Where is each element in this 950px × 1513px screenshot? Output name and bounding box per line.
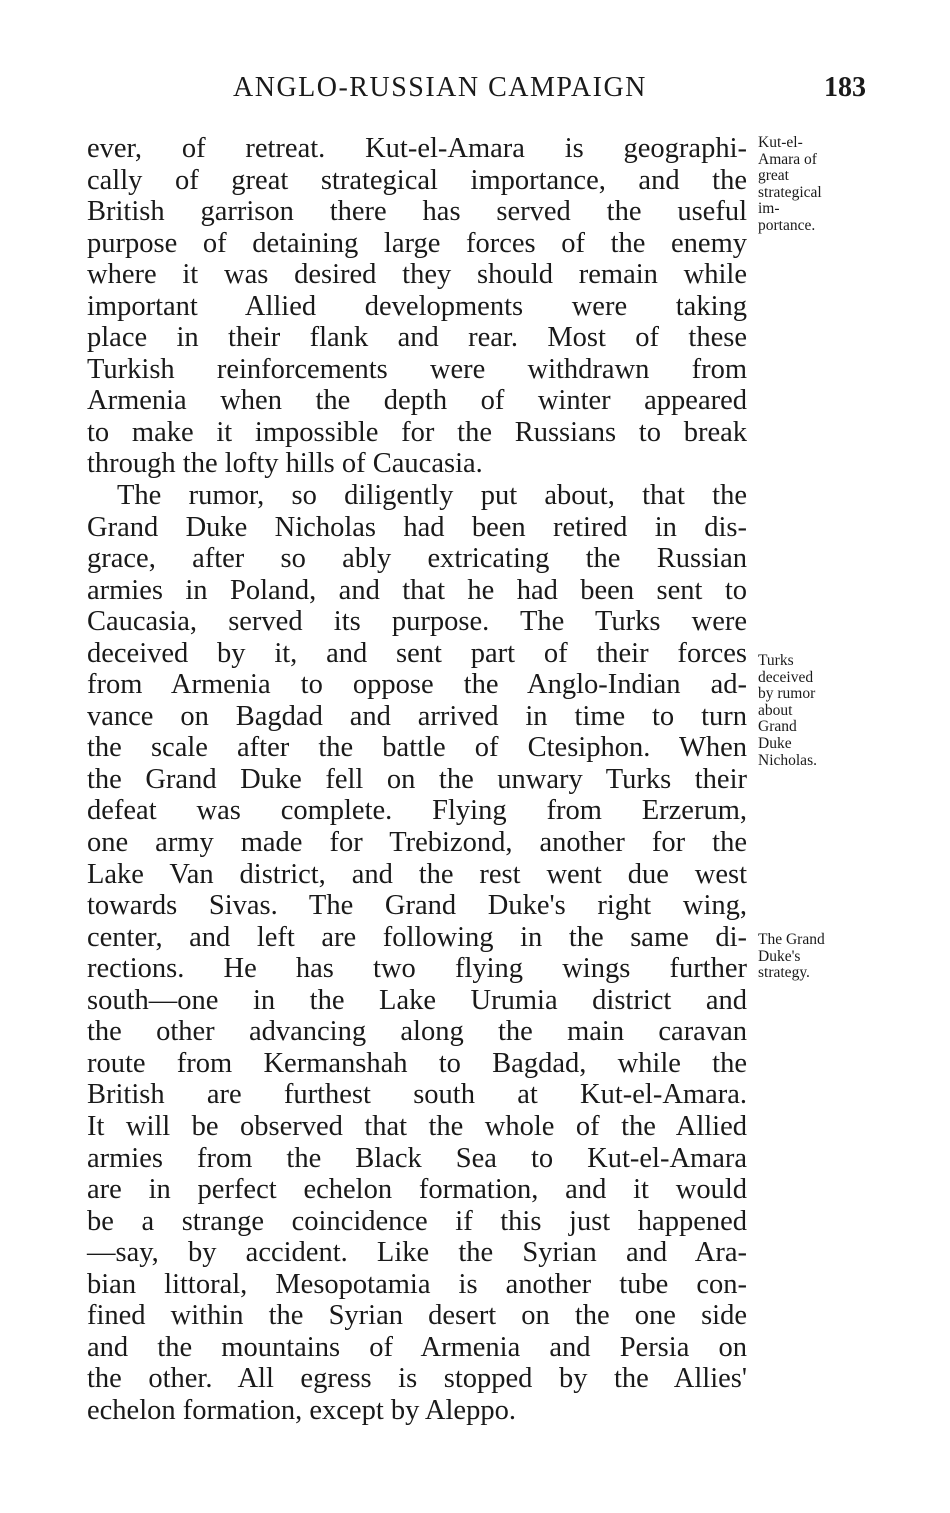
text-line: Caucasia, served its purpose. The Turks were <box>87 606 747 638</box>
text-line: Armenia when the depth of winter appeared <box>87 385 747 417</box>
text-line: important Allied developments were taking <box>87 290 747 322</box>
text-line: Turkish reinforcements were withdrawn from <box>87 353 747 385</box>
sidenote-line: portance. <box>758 216 816 234</box>
sidenote-line: The Grand <box>758 931 825 948</box>
text-line: rections. He has two flying wings further <box>87 953 747 985</box>
sidenote-line: Duke's <box>758 947 801 965</box>
text-line: deceived by it, and sent part of their forces <box>87 637 747 669</box>
text-line: Grand Duke Nicholas had been retired in dis- <box>87 511 747 543</box>
text-line: to make it impossible for the Russians to break <box>87 416 747 448</box>
text-line: one army made for Trebizond, another for the <box>87 827 747 859</box>
text-line: towards Sivas. The Grand Duke's right wing, <box>87 890 747 922</box>
sidenote-turks-deceived <box>758 653 878 769</box>
text-line: armies in Poland, and that he had been sent to <box>87 574 747 606</box>
text-line: echelon formation, except by Aleppo. <box>87 1394 516 1426</box>
text-line: center, and left are following in the same di- <box>87 921 747 953</box>
text-line: British garrison there has served the useful <box>87 196 747 228</box>
body-text <box>87 133 747 1426</box>
text-line: where it was desired they should remain while <box>87 259 747 291</box>
text-line: and the mountains of Armenia and Persia on <box>87 1331 747 1363</box>
text-line: place in their flank and rear. Most of these <box>87 322 747 354</box>
text-line: through the lofty hills of Caucasia. <box>87 448 483 480</box>
sidenote-line: Duke <box>758 734 792 752</box>
sidenote-line: about <box>758 701 793 719</box>
text-line: purpose of detaining large forces of the enemy <box>87 227 747 259</box>
text-line: route from Kermanshah to Bagdad, while the <box>87 1047 747 1079</box>
text-line: cally of great strategical importance, and the <box>87 164 747 196</box>
text-line: bian littoral, Mesopotamia is another tube con- <box>87 1268 747 1300</box>
running-head: ANGLO-RUSSIAN CAMPAIGN <box>233 72 647 103</box>
sidenote-line: im- <box>758 200 780 218</box>
sidenote-line: strategical <box>758 183 822 201</box>
sidenote-line: Nicholas. <box>758 751 817 769</box>
text-line: from Armenia to oppose the Anglo-Indian ad- <box>87 669 747 701</box>
text-line: vance on Bagdad and arrived in time to turn <box>87 700 747 732</box>
text-line: are in perfect echelon formation, and it would <box>87 1174 747 1206</box>
page-number: 183 <box>824 72 866 103</box>
sidenote-grand-duke-strategy <box>758 932 878 982</box>
sidenote-line: great <box>758 167 789 185</box>
text-line: the scale after the battle of Ctesiphon. When <box>87 732 747 764</box>
text-line: British are furthest south at Kut-el-Amara. <box>87 1079 747 1111</box>
text-line: south—one in the Lake Urumia district and <box>87 984 747 1016</box>
text-line: grace, after so ably extricating the Russian <box>87 543 747 575</box>
sidenote-line: deceived <box>758 668 814 686</box>
sidenote-kut-el-amara <box>758 135 878 235</box>
text-line: defeat was complete. Flying from Erzerum, <box>87 795 747 827</box>
sidenote-line: Grand <box>758 718 797 736</box>
sidenote-line: Turks <box>758 652 794 669</box>
text-line: fined within the Syrian desert on the one side <box>87 1300 747 1332</box>
text-line: the other advancing along the main caravan <box>87 1016 747 1048</box>
text-line: be a strange coincidence if this just happened <box>87 1205 747 1237</box>
sidenote-line: strategy. <box>758 964 810 982</box>
sidenote-line: Amara of <box>758 150 817 168</box>
text-line: ever, of retreat. Kut-el-Amara is geographi- <box>87 133 747 164</box>
sidenote-line: Kut-el- <box>758 134 803 151</box>
text-line: —say, by accident. Like the Syrian and Ara- <box>87 1237 747 1269</box>
text-line: the Grand Duke fell on the unwary Turks their <box>87 763 747 795</box>
text-line: It will be observed that the whole of the Allied <box>87 1110 747 1142</box>
text-line: armies from the Black Sea to Kut-el-Amara <box>87 1142 747 1174</box>
text-line: The rumor, so diligently put about, that the <box>117 480 747 512</box>
page-header <box>87 72 872 112</box>
sidenote-line: by rumor <box>758 685 816 703</box>
text-line: the other. All egress is stopped by the Allies' <box>87 1363 747 1395</box>
text-line: Lake Van district, and the rest went due west <box>87 858 747 890</box>
